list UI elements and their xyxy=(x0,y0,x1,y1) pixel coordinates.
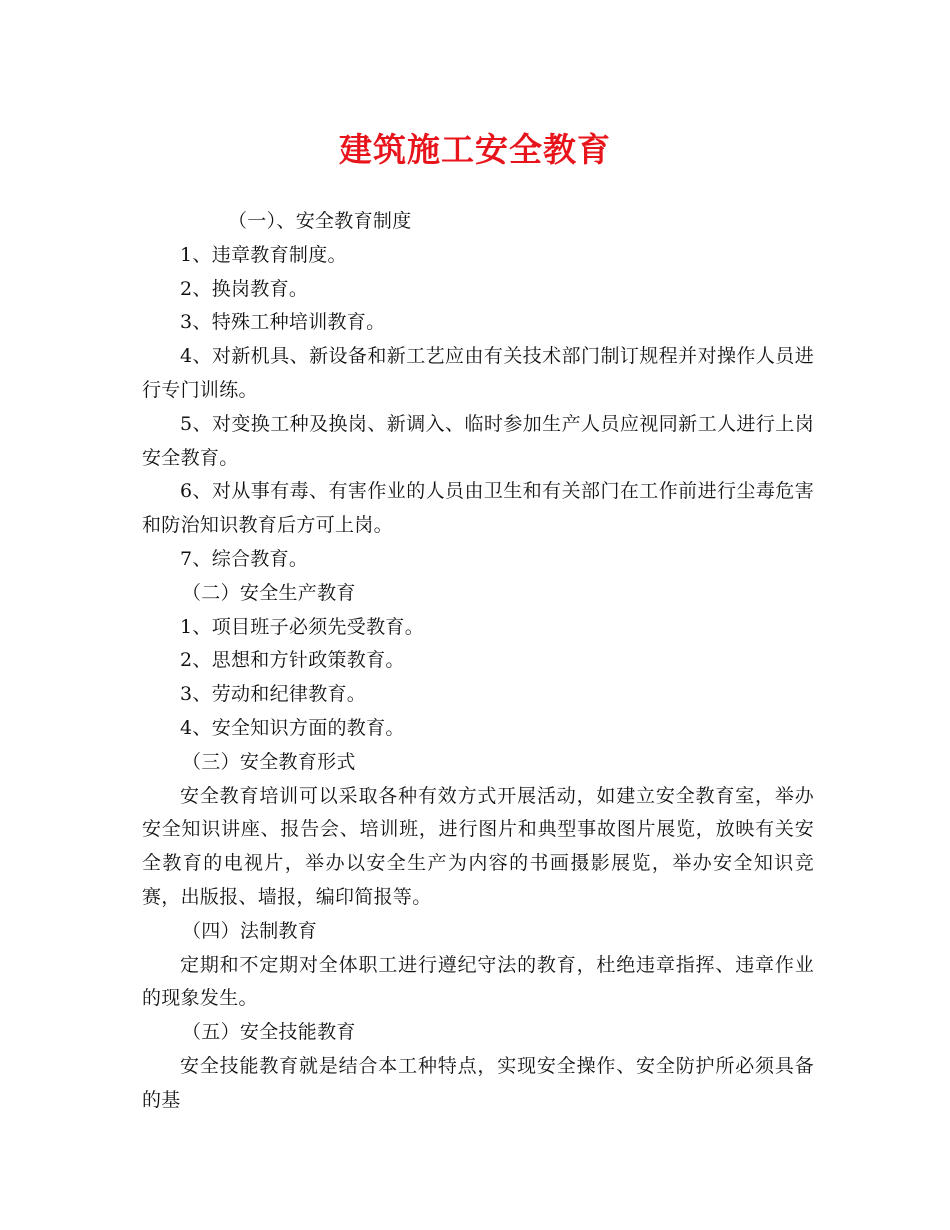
body-paragraph: 安全教育培训可以采取各种有效方式开展活动，如建立安全教育室，举办安全知识讲座、报告会、培训班，进行图片和典型事故图片展览，放映有关安全教育的电视片，举办以安全生产为内容的书画摄影展览，举办安全知识竞赛，出版报、墙报，编印简报等。 xyxy=(142,784,814,908)
list-item: 2、换岗教育。 xyxy=(180,277,309,300)
list-item: 2、思想和方针政策教育。 xyxy=(180,649,405,672)
list-item: 5、对变换工种及换岗、新调入、临时参加生产人员应视同新工人进行上岗安全教育。 xyxy=(142,412,814,469)
section-heading-education-forms: （三）安全教育形式 xyxy=(182,750,356,773)
list-item: 4、对新机具、新设备和新工艺应由有关技术部门制订规程并对操作人员进行专门训练。 xyxy=(142,345,814,401)
list-item: 6、对从事有毒、有害作业的人员由卫生和有关部门在工作前进行尘毒危害和防治知识教育后方可上岗。 xyxy=(142,480,814,537)
section-heading-skills-education: （五）安全技能教育 xyxy=(182,1021,356,1044)
list-item: 7、综合教育。 xyxy=(180,547,309,570)
section-heading-safety-education-system: （一）、安全教育制度 xyxy=(228,210,412,232)
list-item: 1、项目班子必须先受教育。 xyxy=(180,615,424,638)
section-heading-safety-production-education: （二）安全生产教育 xyxy=(182,581,356,604)
document-title: 建筑施工安全教育 xyxy=(339,130,611,169)
body-paragraph: 安全技能教育就是结合本工种特点，实现安全操作、安全防护所必须具备的基 xyxy=(142,1054,814,1111)
document-body xyxy=(142,205,814,1118)
section-heading-legal-education: （四）法制教育 xyxy=(182,919,318,942)
list-item: 3、劳动和纪律教育。 xyxy=(180,683,367,706)
body-paragraph: 定期和不定期对全体职工进行遵纪守法的教育，杜绝违章指挥、违章作业的现象发生。 xyxy=(142,953,814,1010)
list-item: 1、违章教育制度。 xyxy=(180,243,347,266)
list-item: 4、安全知识方面的教育。 xyxy=(180,716,405,739)
list-item: 3、特殊工种培训教育。 xyxy=(180,311,386,334)
